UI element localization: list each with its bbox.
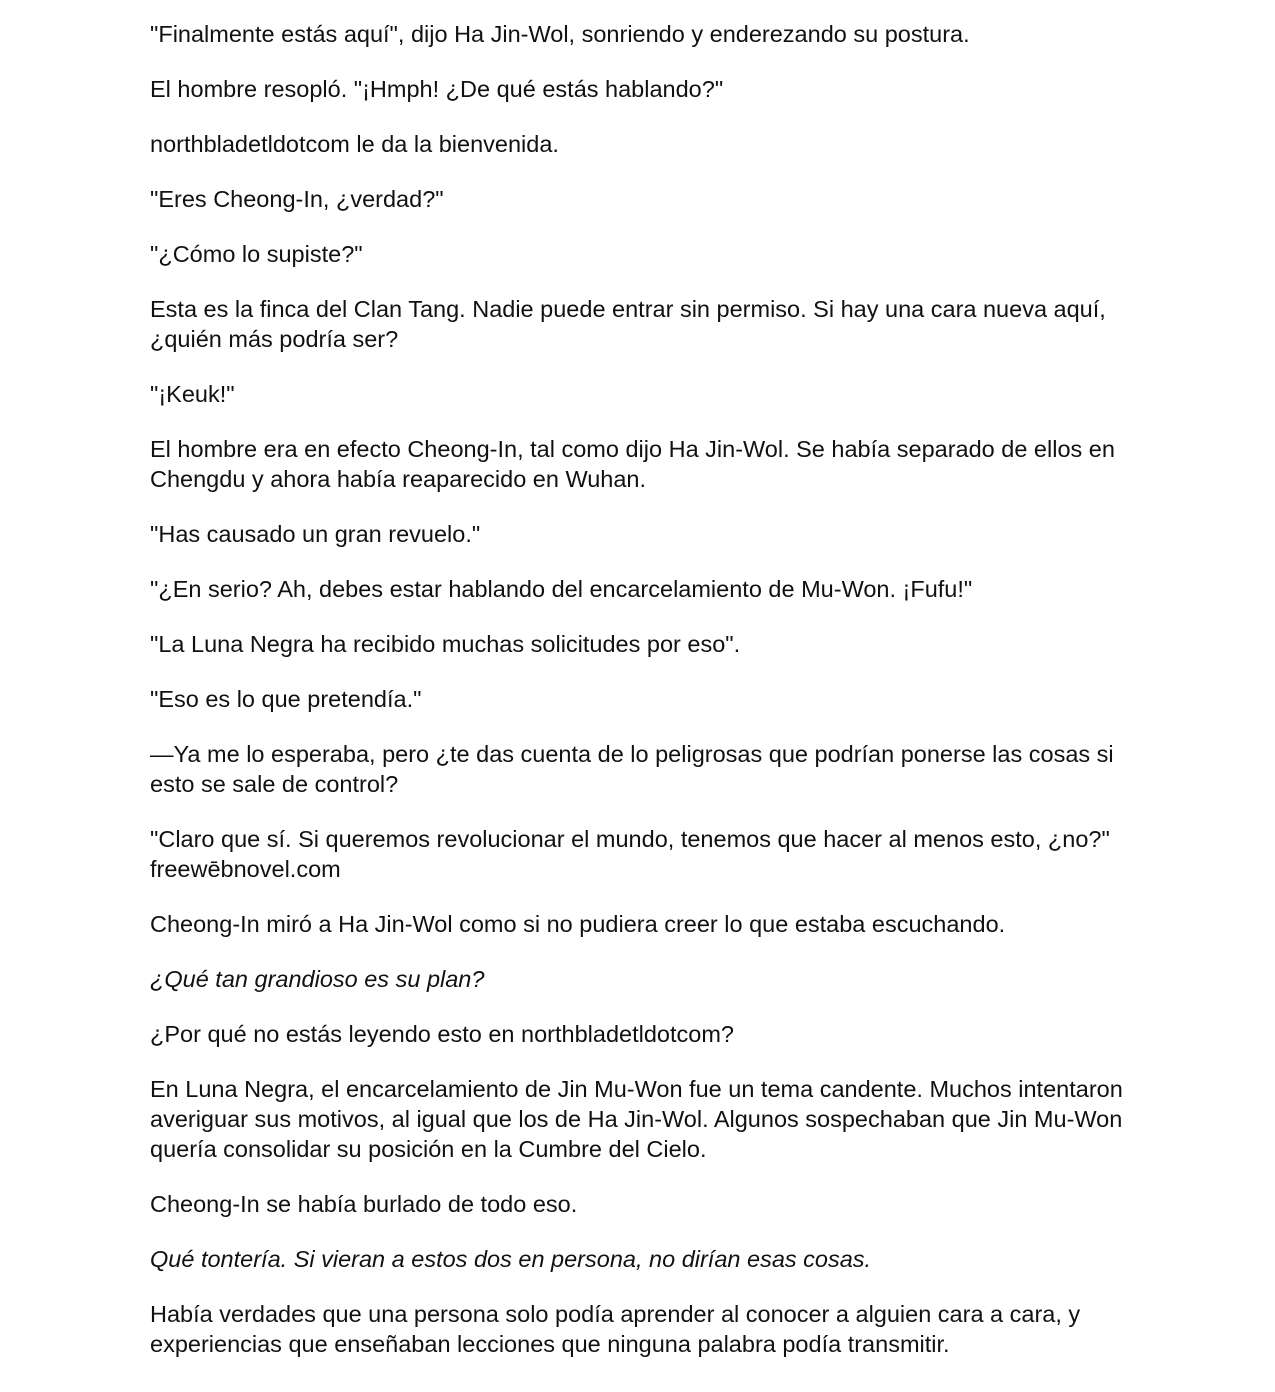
paragraph-18: En Luna Negra, el encarcelamiento de Jin Mu-Won fue un tema candente. Muchos intentaron averiguar sus motivos, al igual que los de Ha Jin-Wol. Algunos sospechaban que Jin Mu-Won quería consolidar su posición en la Cumbre del Cielo. bbox=[150, 1076, 1123, 1162]
paragraph-11: "La Luna Negra ha recibido muchas solicitudes por eso". bbox=[150, 631, 741, 657]
paragraph-5: "¿Cómo lo supiste?" bbox=[150, 241, 363, 267]
paragraph-4: "Eres Cheong-In, ¿verdad?" bbox=[150, 186, 444, 212]
paragraph-7: "¡Keuk!" bbox=[150, 381, 235, 407]
paragraph-13: —Ya me lo esperaba, pero ¿te das cuenta de lo peligrosas que podrían ponerse las cosas si esto se sale de control? bbox=[150, 741, 1114, 797]
paragraph-20: Qué tontería. Si vieran a estos dos en persona, no dirían esas cosas. bbox=[150, 1246, 872, 1272]
paragraph-2: El hombre resopló. "¡Hmph! ¿De qué estás hablando?" bbox=[150, 76, 724, 102]
document-page bbox=[150, 19, 1140, 1384]
paragraph-16: ¿Qué tan grandioso es su plan? bbox=[150, 966, 485, 992]
paragraph-3: northbladetldotcom le da la bienvenida. bbox=[150, 131, 559, 157]
paragraph-1: "Finalmente estás aquí", dijo Ha Jin-Wol, sonriendo y enderezando su postura. bbox=[150, 21, 970, 47]
paragraph-10: "¿En serio? Ah, debes estar hablando del encarcelamiento de Mu-Won. ¡Fufu!" bbox=[150, 576, 973, 602]
paragraph-12: "Eso es lo que pretendía." bbox=[150, 686, 422, 712]
paragraph-14: "Claro que sí. Si queremos revolucionar el mundo, tenemos que hacer al menos esto, ¿no?" freewēbnovel.com bbox=[150, 826, 1110, 882]
paragraph-15: Cheong-In miró a Ha Jin-Wol como si no pudiera creer lo que estaba escuchando. bbox=[150, 911, 1006, 937]
paragraph-6: Esta es la finca del Clan Tang. Nadie puede entrar sin permiso. Si hay una cara nueva aquí, ¿quién más podría ser? bbox=[150, 296, 1106, 352]
paragraph-8: El hombre era en efecto Cheong-In, tal como dijo Ha Jin-Wol. Se había separado de ellos en Chengdu y ahora había reaparecido en Wuhan. bbox=[150, 436, 1115, 492]
paragraph-19: Cheong-In se había burlado de todo eso. bbox=[150, 1191, 578, 1217]
paragraph-17: ¿Por qué no estás leyendo esto en northbladetldotcom? bbox=[150, 1021, 734, 1047]
paragraph-9: "Has causado un gran revuelo." bbox=[150, 521, 481, 547]
paragraph-21: Había verdades que una persona solo podía aprender al conocer a alguien cara a cara, y experiencias que enseñaban lecciones que ninguna palabra podía transmitir. bbox=[150, 1301, 1081, 1357]
